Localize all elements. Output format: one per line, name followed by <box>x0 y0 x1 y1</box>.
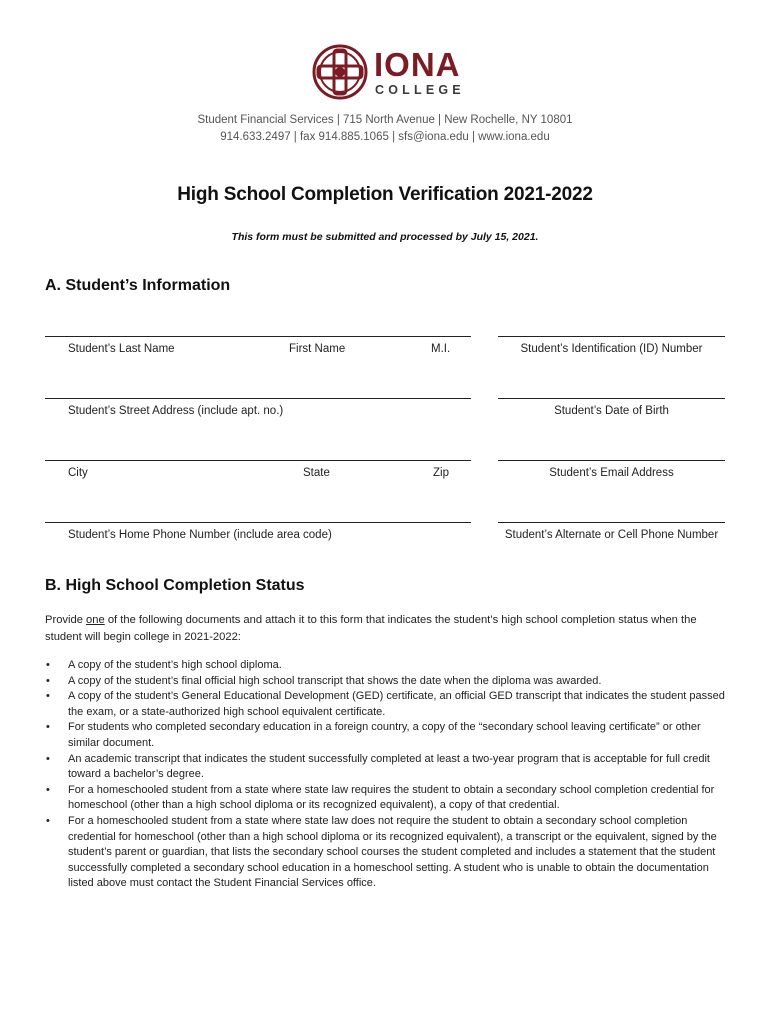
intro-text-start: Provide <box>45 614 87 626</box>
bullet-icon: • <box>46 659 50 671</box>
last-name-label: Student’s Last Name <box>68 343 175 355</box>
bullet-icon: • <box>46 752 50 765</box>
bullet-icon: • <box>46 674 50 687</box>
intro-emphasis: one <box>86 614 105 626</box>
list-item <box>45 658 725 674</box>
form-title: High School Completion Verification 2021-2022 <box>177 184 593 205</box>
list-item-text: For a homeschooled student from a state where state law does not require the student to obtain a secondary school completion credential for homeschool (other than a high school diploma or its recognized equivalent), a transcript or the equivalent, signed by the student’s parent or guardian, that lists the secondary school courses the student completed and includes a statement that the student successfully completed a secondary school education in a homeschool setting. A student who is unable to obtain the documentation listed above must contact the Student Financial Services office. <box>68 814 717 890</box>
bullet-icon: • <box>46 783 50 796</box>
email-label: Student’s Email Address <box>549 467 674 479</box>
section-b-intro <box>45 612 725 646</box>
email-input-line[interactable] <box>498 460 725 461</box>
list-item-text: A copy of the student’s final official high school transcript that shows the date when the diploma was awarded. <box>68 674 602 687</box>
home-phone-label: Student’s Home Phone Number (include area code) <box>68 529 332 541</box>
dob-input-line[interactable] <box>498 398 725 399</box>
iona-seal-icon <box>312 44 368 100</box>
dob-label: Student’s Date of Birth <box>554 405 669 417</box>
city-label: City <box>68 467 88 479</box>
list-item <box>45 689 725 720</box>
mi-label: M.I. <box>431 343 451 355</box>
bullet-icon: • <box>46 814 50 827</box>
list-item-text: For students who completed secondary education in a foreign country, a copy of the “secondary school leaving certificate” or other similar document. <box>68 721 701 749</box>
logo-wordmark: IONA <box>374 46 461 83</box>
first-name-label: First Name <box>289 343 346 355</box>
street-address-label: Student’s Street Address (include apt. no.) <box>68 405 284 417</box>
list-item <box>45 720 725 751</box>
list-item-text: A copy of the student’s General Educational Development (GED) certificate, an official GED transcript that indicates the student passed the exam, or a state-authorized high school equivalent certificate. <box>68 690 725 718</box>
alt-phone-input-line[interactable] <box>498 522 725 523</box>
section-b-heading: B. High School Completion Status <box>45 577 305 594</box>
list-item <box>45 783 725 814</box>
contact-line-phone-email: 914.633.2497 | fax 914.885.1065 | sfs@iona.edu | www.iona.edu <box>220 131 550 143</box>
bullet-icon: • <box>46 690 50 703</box>
list-item-text: For a homeschooled student from a state where state law requires the student to obtain a secondary school completion credential for homeschool (other than a high school diploma or its recognized equivalent), a copy of that credential. <box>68 783 715 812</box>
home-phone-input-line[interactable] <box>45 522 471 523</box>
state-label: State <box>303 467 330 479</box>
student-id-label: Student’s Identification (ID) Number <box>520 343 703 355</box>
contact-line-address: Student Financial Services | 715 North Avenue | New Rochelle, NY 10801 <box>197 114 573 126</box>
section-a-heading: A. Student’s Information <box>45 277 231 294</box>
list-item-text: A copy of the student’s high school diploma. <box>68 659 282 671</box>
list-item <box>45 752 725 783</box>
logo-subtitle: COLLEGE <box>375 83 465 97</box>
alt-phone-label: Student’s Alternate or Cell Phone Number <box>504 529 719 541</box>
list-item <box>45 674 725 690</box>
name-input-line[interactable] <box>45 336 471 337</box>
intro-text-end: of the following documents and attach it to this form that indicates the student’s high school completion status when the student will begin college in 2021-2022: <box>45 614 697 643</box>
city-state-zip-input-line[interactable] <box>45 460 471 461</box>
deadline-note: This form must be submitted and processed by July 15, 2021. <box>231 231 539 243</box>
street-address-input-line[interactable] <box>45 398 471 399</box>
iona-college-logo <box>312 44 465 100</box>
bullet-icon: • <box>46 721 50 734</box>
list-item-text: An academic transcript that indicates the student successfully completed at least a two-year program that is acceptable for full credit toward a bachelor’s degree. <box>68 752 710 781</box>
student-id-input-line[interactable] <box>498 336 725 337</box>
list-item <box>45 814 725 892</box>
document-options-list <box>45 658 725 892</box>
zip-label: Zip <box>433 467 449 479</box>
